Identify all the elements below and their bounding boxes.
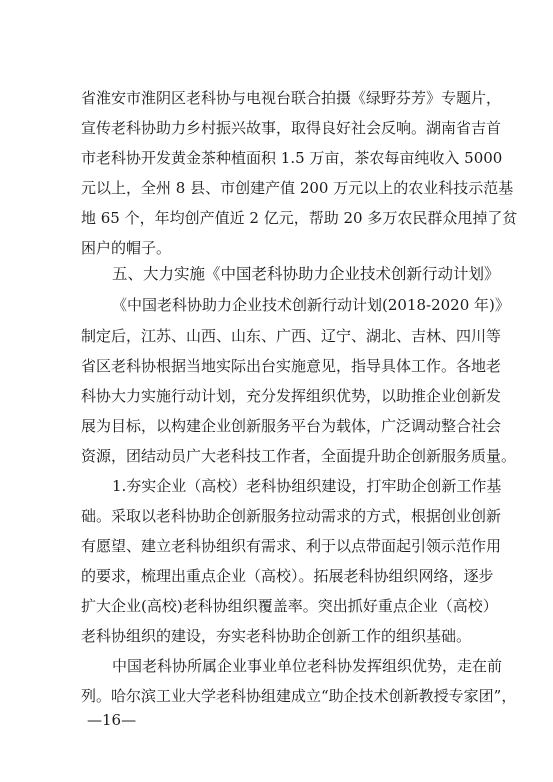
paragraph-line: 老科协组织的建设，夯实老科协助企创新工作的组织基础。: [81, 627, 472, 645]
paragraph-line: 展为目标，以构建企业创新服务平台为载体，广泛调动整合社会: [81, 417, 502, 435]
paragraph-line: 有愿望、建立老科协组织有需求、利于以点带面起引领示范作用: [81, 537, 502, 555]
paragraph-line: 列。哈尔滨工业大学老科协组建成立“助企技术创新教授专家团”，: [81, 687, 517, 705]
paragraph-line: 资源，团结动员广大老科技工作者，全面提升助企创新服务质量。: [81, 447, 517, 465]
paragraph-line: 困户的帽子。: [81, 239, 172, 257]
paragraph-line: 的要求，梳理出重点企业（高校）。拓展老科协组织网络，逐步: [81, 567, 494, 585]
paragraph-line: 省淮安市淮阴区老科协与电视台联合拍摄《绿野芬芳》专题片，: [81, 89, 502, 107]
paragraph-line: 础。采取以老科协助企创新服务拉动需求的方式，根据创业创新: [81, 507, 502, 525]
paragraph-line: 科协大力实施行动计划，充分发挥组织优势，以助推企业创新发: [81, 387, 502, 405]
page-number: —16—: [87, 711, 137, 729]
paragraph-line: 中国老科协所属企业事业单位老科协发挥组织优势，走在前: [112, 657, 503, 675]
paragraph-line: 省区老科协根据当地实际出台实施意见，指导具体工作。各地老: [81, 357, 502, 375]
paragraph-line: 宣传老科协助力乡村振兴故事，取得良好社会反响。湖南省吉首: [81, 119, 502, 137]
paragraph-line: 1.夯实企业（高校）老科协组织建设，打牢助企创新工作基: [112, 477, 502, 495]
paragraph-line: 《中国老科协助力企业技术创新行动计划(2018-2020 年)》: [112, 296, 510, 314]
paragraph-line: 制定后，江苏、山西、山东、广西、辽宁、湖北、吉林、四川等: [81, 327, 502, 345]
paragraph-line: 市老科协开发黄金茶种植面积 1.5 万亩，茶农每亩纯收入 5000: [81, 149, 503, 167]
paragraph-line: 元以上，全州 8 县、市创建产值 200 万元以上的农业科技示范基: [81, 179, 514, 197]
section-heading: 五、大力实施《中国老科协助力企业技术创新行动计划》: [112, 265, 500, 283]
paragraph-line: 地 65 个，年均创产值近 2 亿元，帮助 20 多万农民群众甩掉了贫: [81, 209, 518, 227]
paragraph-line: 扩大企业(高校)老科协组织覆盖率。突出抓好重点企业（高校）: [81, 597, 498, 615]
